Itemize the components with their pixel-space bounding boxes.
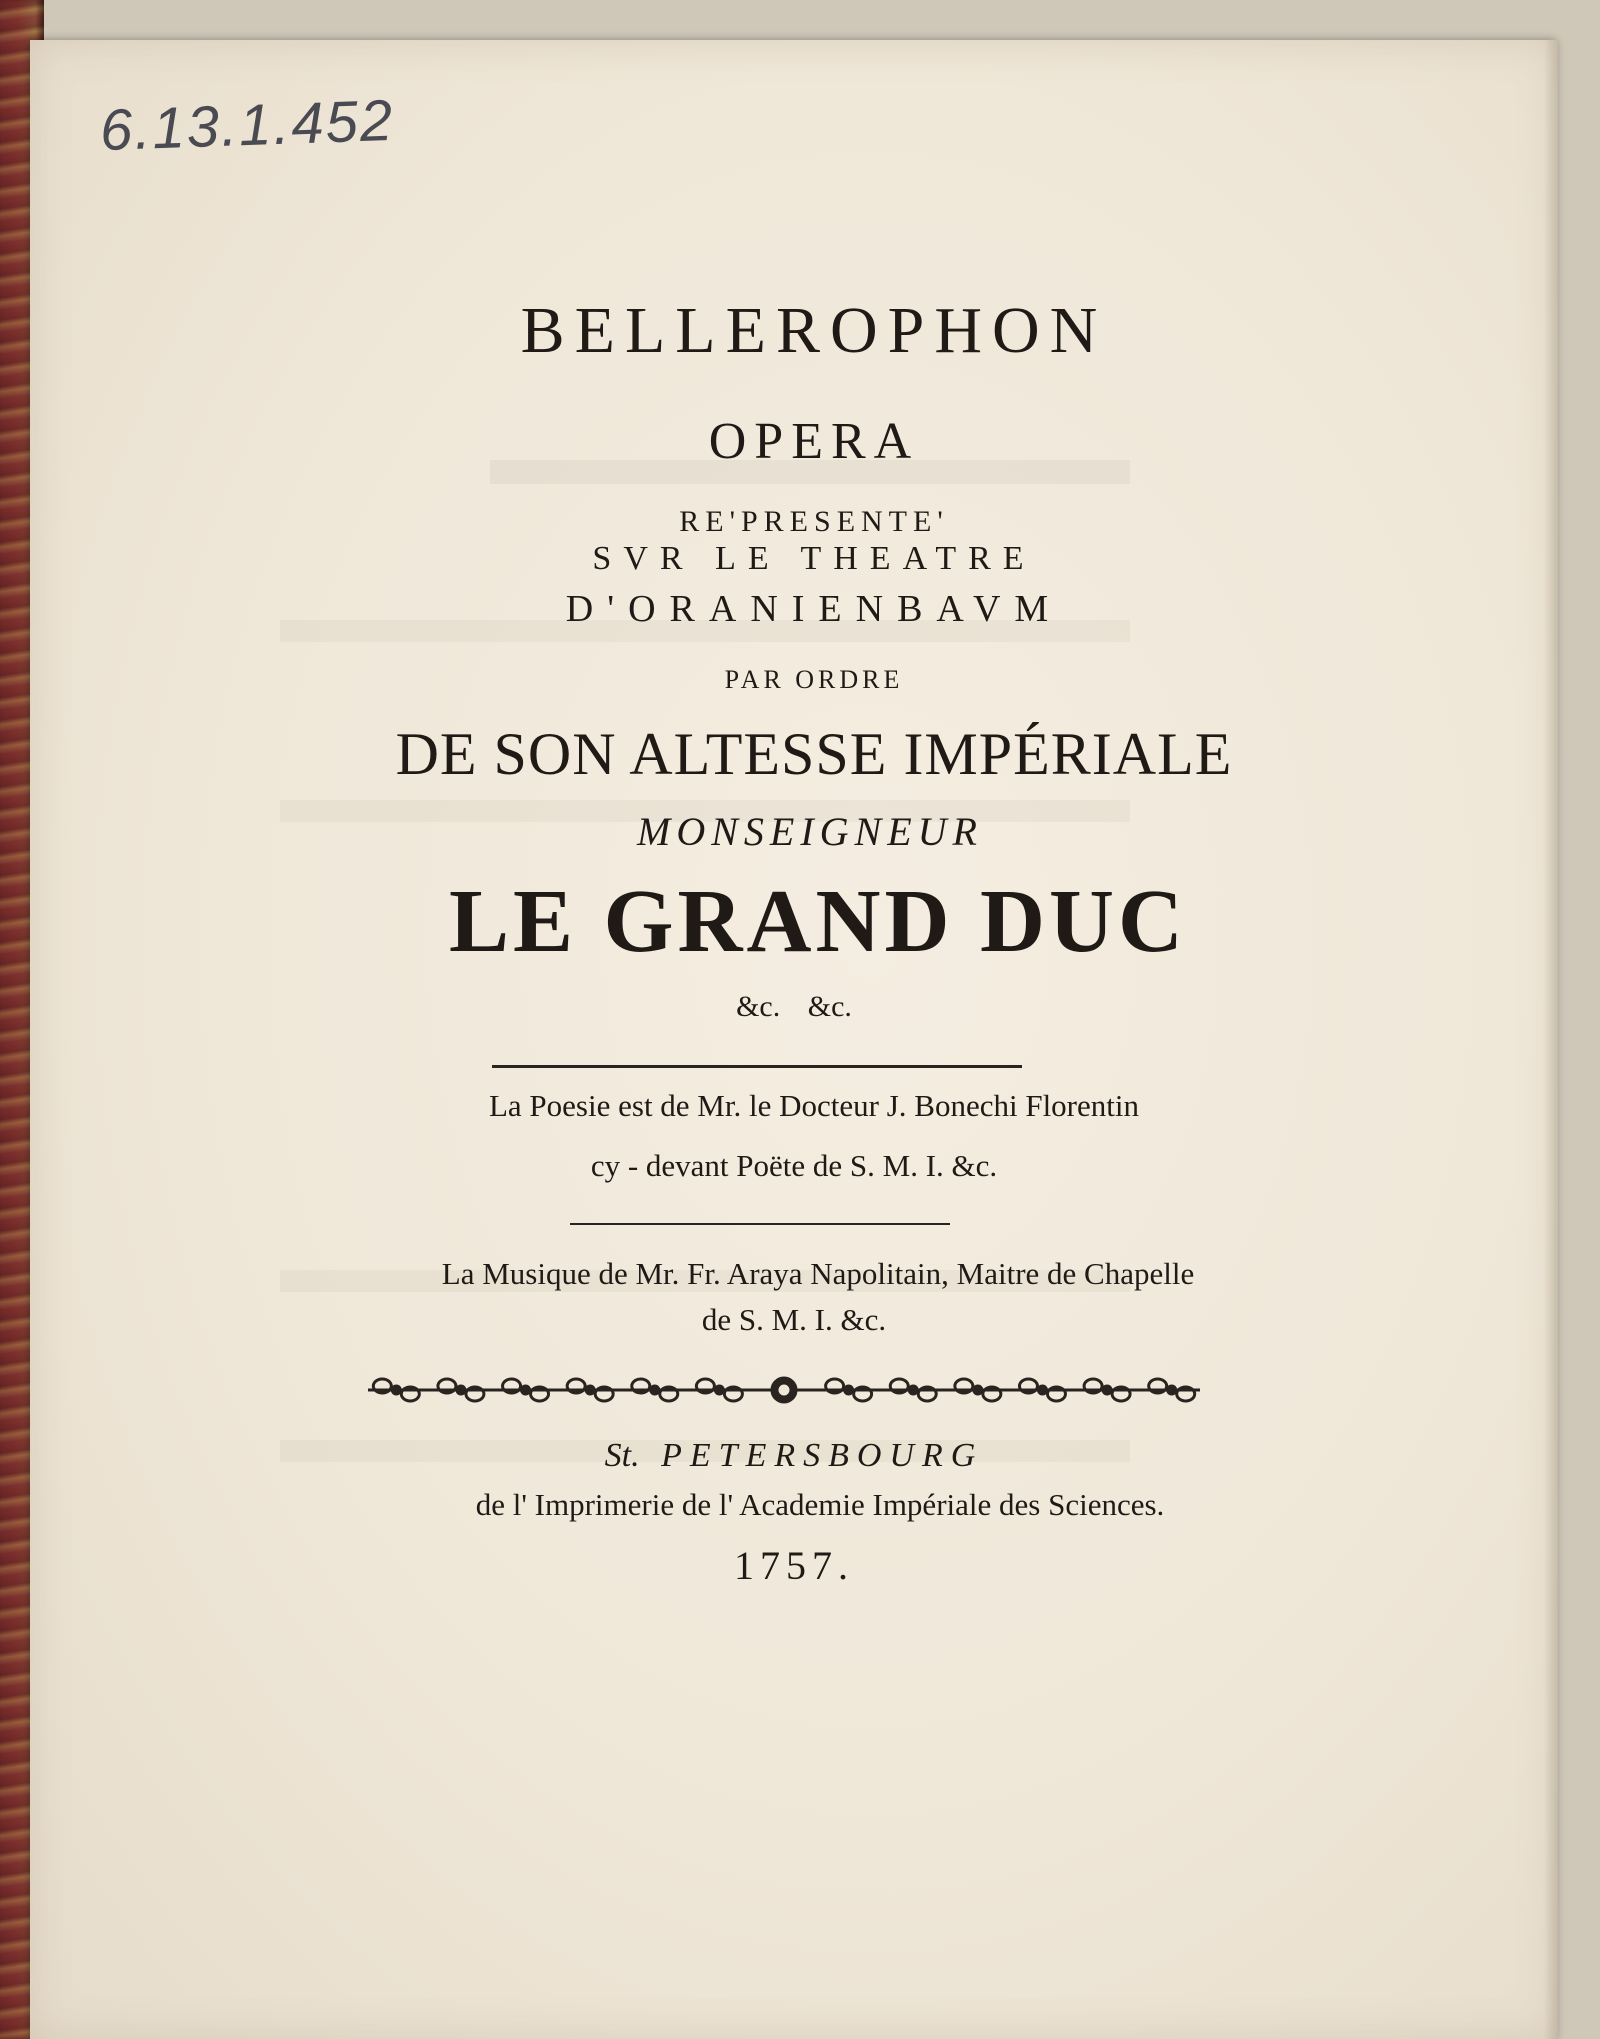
par-ordre-line: PAR ORDRE xyxy=(724,665,904,694)
imprint-place xyxy=(30,1437,1558,1475)
imprint-year: 1757. xyxy=(734,1543,854,1588)
represente-line: RE'PRESENTE' xyxy=(679,505,949,538)
divider-rule xyxy=(570,1223,950,1225)
page-title: BELLEROPHON xyxy=(520,294,1108,367)
title-page-text xyxy=(30,40,1558,2039)
subtitle: OPERA xyxy=(708,413,920,470)
etc-line: &c. &c. xyxy=(736,990,852,1023)
title-page xyxy=(30,40,1558,2039)
poesie-credit-line-2: cy - devant Poëte de S. M. I. &c. xyxy=(590,1148,998,1183)
imprint-st: St. xyxy=(604,1437,640,1474)
oranienbaum-line: D'ORANIENBAVM xyxy=(565,588,1063,630)
ornament-unit xyxy=(771,1377,797,1403)
grand-duc-line: LE GRAND DUC xyxy=(448,872,1188,971)
ornament-band xyxy=(364,1362,1204,1418)
musique-credit-line-1: La Musique de Mr. Fr. Araya Napolitain, Maitre de Chapelle xyxy=(441,1256,1195,1291)
monseigneur-line: MONSEIGNEUR xyxy=(637,809,983,854)
shelfmark: 6.13.1.452 xyxy=(98,87,396,164)
imprint-printer: de l' Imprimerie de l' Academie Impériale des Sciences. xyxy=(475,1487,1165,1522)
theatre-line: SVR LE THEATRE xyxy=(592,540,1036,577)
altesse-line: DE SON ALTESSE IMPÉRIALE xyxy=(395,721,1233,787)
musique-credit-line-2: de S. M. I. &c. xyxy=(701,1302,887,1337)
imprint-city: PETERSBOURG xyxy=(661,1437,984,1474)
divider-rule xyxy=(492,1065,1022,1068)
poesie-credit-line-1: La Poesie est de Mr. le Docteur J. Bonechi Florentin xyxy=(488,1088,1139,1123)
